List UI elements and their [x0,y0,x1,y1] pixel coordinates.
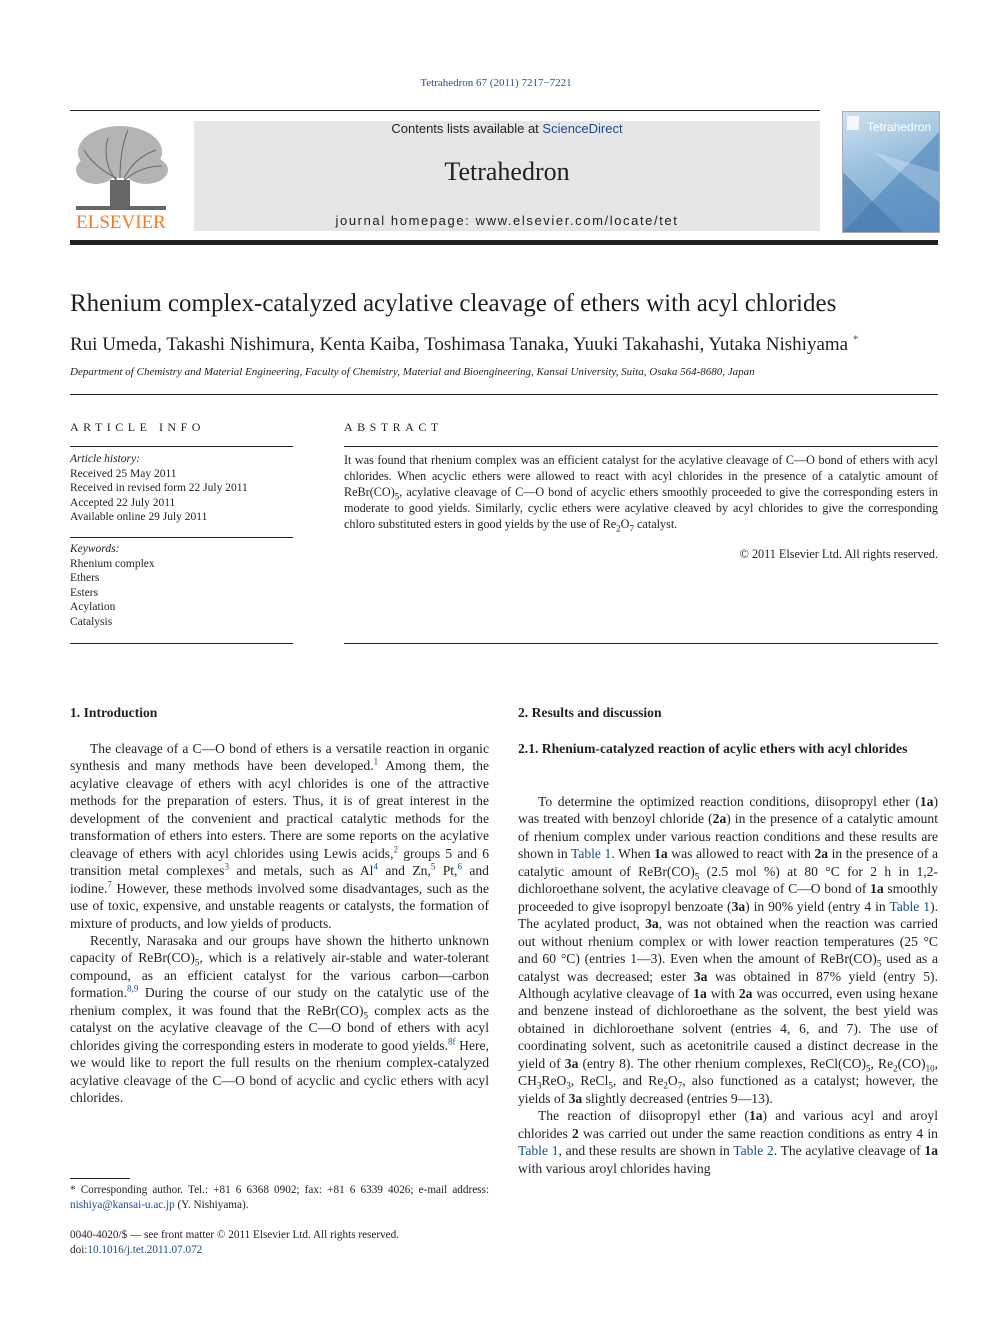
cover-title: Tetrahedron [867,120,932,134]
introduction-heading: 1. Introduction [70,705,158,720]
article-history [70,452,293,525]
article-info-heading: ARTICLE INFO [70,420,205,434]
affiliation: Department of Chemistry and Material Engineering, Faculty of Chemistry, Material and Bioengineering, Kansai University, Suita, Osaka 564-8680, Japan [70,366,755,378]
publisher-name: ELSEVIER [76,212,166,230]
keyword-item: Catalysis [70,615,113,628]
abstract-bottom-rule [344,643,938,644]
keyword-item: Esters [70,586,99,599]
article-info-rule [70,446,293,447]
results-body: To determine the optimized reaction conditions, diisopropyl ether (1a) was treated with benzoyl chloride (2a) in the presence of a catalytic amount of rhenium complex under various reaction conditions and these results are shown in Table 1. When 1a was allowed to react with 2a in the presence of a catalytic amount of $ReBr(CO)_5$ (2.5 mol %) at 80 °C for 2 h in 1,2-dichloroethane solvent, the acylative cleavage of C—O bond of 1a smoothly proceeded to give isopropyl benzoate (3a) in 90% yield (entry 4 in Table 1). The acylated product, 3a, was not obtained when the reaction was carried out without rhenium complex or with lower reaction temperatures (25 °C and 60 °C) (entries 1—3). Even when the amount of $ReBr(CO)_5$ used as a catalyst was decreased; ester 3a was obtained in 87% yield (entry 5). Although acylative cleavage of 1a with 2a was occurred, even using hexane and benzene instead of dichloroethane as the solvent, the best yield was obtained in dichloroethane solvent (entries 4, 6, and 7). The use of coordinating solvent, such as acetonitrile caused a distinct decrease in the yield of 3a (entry 8). The other rhenium complexes, $ReCl(CO)_5$, $Re_2(CO)_{10}$, $CH_3ReO_3$, ReCl$_5$, and $Re_2O_7$, also functioned as a catalyst; however, the yields of 3a slightly decreased (entries 9—13). The reaction of diisopropyl ether (1a) and various acyl and aroyl chlorides 2 was carried out under the same reaction conditions as entry 4 in Table 1, and these results are shown in Table 2. The acylative cleavage of 1a with various aroyl chlorides having [518,794,939,1176]
article-info-bottom-rule [70,643,293,644]
contents-line: Contents lists available at ScienceDirect [391,121,623,136]
header-thick-rule [70,240,938,245]
keywords-label: Keywords: [70,543,120,555]
email-link[interactable]: nishiya@kansai-u.ac.jp [70,1198,175,1211]
corresponding-footnote: * Corresponding author. Tel.: +81 6 6368 0902; fax: +81 6 6339 4026; e-mail address: nishiya@kansai-u.ac.jp (Y. Nishiyama). [70,1184,489,1211]
footnote-rule [70,1178,130,1179]
author-list: Rui Umeda, Takashi Nishimura, Kenta Kaiba, Toshimasa Tanaka, Yuuki Takahashi, Yutaka Nishiyama * [70,333,859,355]
keyword-item: Acylation [70,601,116,613]
keyword-item: Rhenium complex [70,557,155,570]
issn-line: 0040-4020/$ — see front matter © 2011 Elsevier Ltd. All rights reserved. [70,1229,400,1241]
keywords-rule [70,537,293,538]
journal-homepage[interactable]: journal homepage: www.elsevier.com/locate/tet [335,213,679,228]
doi-link[interactable]: 10.1016/j.tet.2011.07.072 [87,1243,203,1256]
abstract-copyright: © 2011 Elsevier Ltd. All rights reserved. [739,547,938,561]
journal-title: Tetrahedron [444,157,570,186]
top-rule [70,110,820,111]
doi-line: doi:10.1016/j.tet.2011.07.072 [70,1243,203,1256]
history-online: Available online 29 July 2011 [70,511,208,523]
sciencedirect-link[interactable]: ScienceDirect [542,121,623,136]
history-accepted: Accepted 22 July 2011 [70,496,176,509]
journal-cover [842,111,940,233]
elsevier-tree-icon [70,120,172,230]
introduction-body: The cleavage of a C—O bond of ethers is a versatile reaction in organic synthesis and many methods have been developed.$^1$ Among them, the acylative cleavage of ethers with acyl chlorides is one of the attractive methods for the preparation of esters. Thus, it is of great interest in the development of the convenient and practical catalytic methods for the transformation of ethers into esters. There are some reports on the acylative cleavage of ethers with acyl chlorides using Lewis acids,$^2$ groups 5 and 6 transition metal complexes$^3$ and metals, such as Al$^4$ and Zn,$^5$ Pt,$^6$ and iodine.$^7$ However, these methods involved some disadvantages, such as the use of toxic, expensive, and unstable reagents or catalysts, the formation of mixture of products, and low yields of products. Recently, Narasaka and our groups have shown the hitherto unknown capacity of $ReBr(CO)_5$, which is a relatively air-stable and water-tolerant compound, as an efficient catalyst for the various carbon—carbon formation.$^{8,9}$ During the course of our study on the catalytic use of the rhenium complex, it was found that the $ReBr(CO)_5$ complex acts as the catalyst on the acylative cleavage of the C—O bond of ethers with acyl chlorides giving the corresponding esters in moderate to good yields.$^{8f}$ Here, we would like to report the full results on the rhenium complex-catalyzed acylative cleavage of the C—O bond of acyclic and cyclic ethers with acyl chlorides. [70,741,489,1106]
results-heading: 2. Results and discussion [518,705,662,720]
history-revised: Received in revised form 22 July 2011 [70,482,248,494]
title-rule [70,394,938,395]
article-title: Rhenium complex-catalyzed acylative cleavage of ethers with acyl chlorides [70,290,837,317]
corresponding-author-mark[interactable]: * [852,333,859,346]
keyword-item: Ethers [70,572,100,584]
issn-doi-block [70,1228,510,1257]
abstract-body: It was found that rhenium complex was an efficient catalyst for the acylative cleavage of C—O bond of ethers with acyl chlorides. When acyclic ethers were allowed to react with acyl chlorides in the presence of a catalytic amount of $ReBr(CO)_5$, acylative cleavage of C—O bond of acyclic ethers smoothly proceeded to give the corresponding esters in moderate to good yields. Similarly, cyclic ethers were acylative cleaved by acyl chlorides to give the corresponding chloro substituted esters in good yields by the use of $Re_2O_7$ catalyst. [344,453,938,534]
keywords [70,542,293,629]
abstract-rule [344,446,938,447]
subsection-heading: 2.1. Rhenium-catalyzed reaction of acylic ethers with acyl chlorides [518,741,908,756]
journal-banner [194,121,820,231]
history-label: Article history: [70,453,140,465]
abstract-heading: ABSTRACT [344,420,443,434]
elsevier-logo [70,120,172,230]
journal-reference[interactable]: Tetrahedron 67 (2011) 7217−7221 [420,77,572,89]
history-received: Received 25 May 2011 [70,467,177,480]
